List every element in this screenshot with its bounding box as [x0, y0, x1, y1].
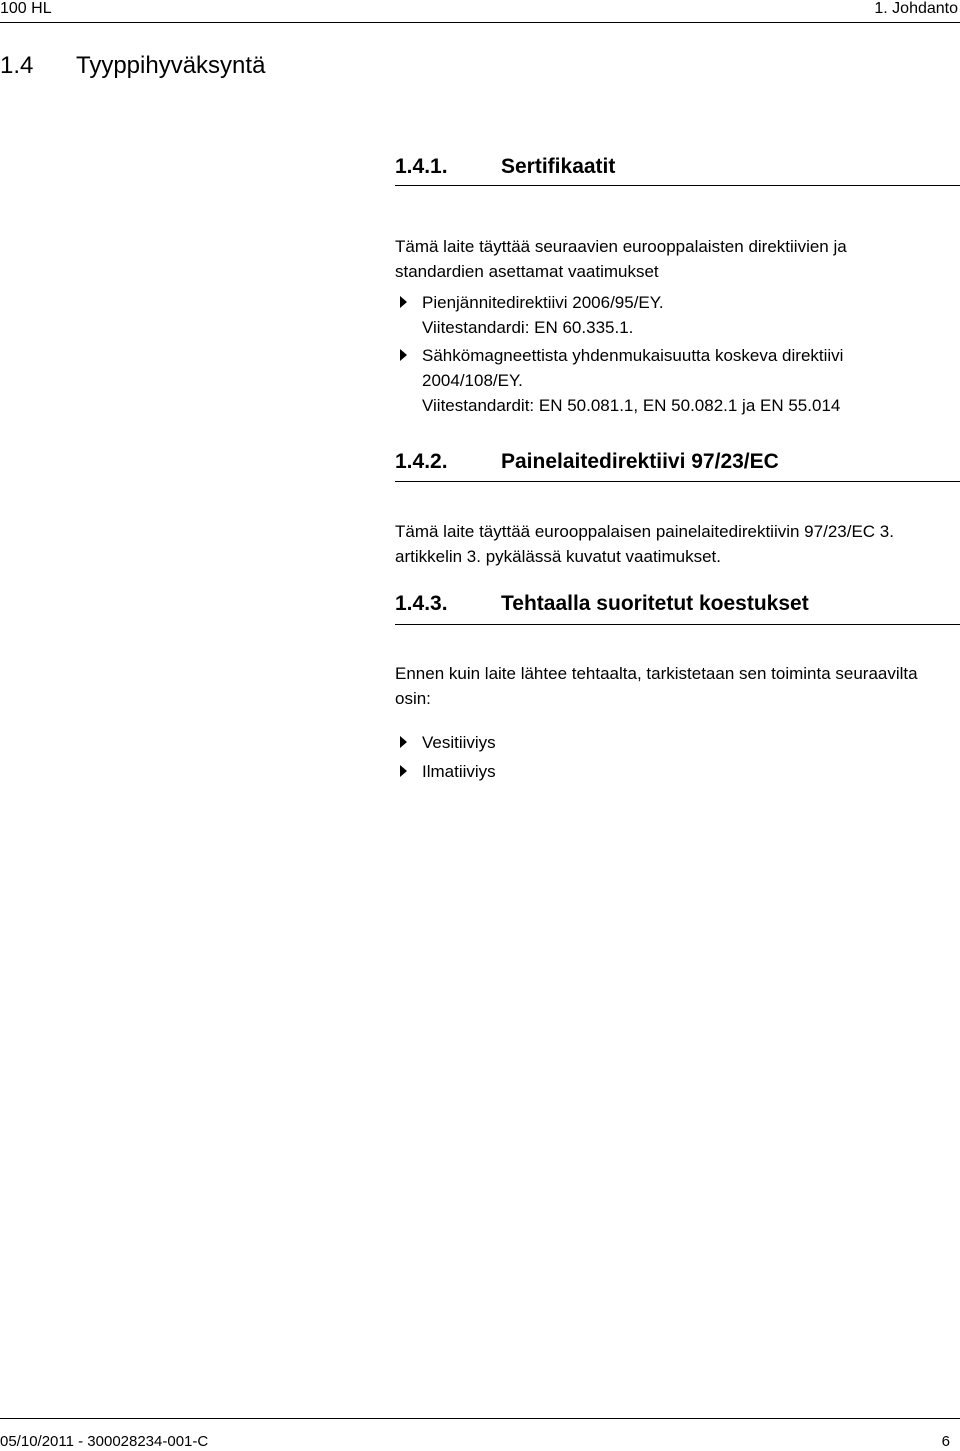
sub1-intro-line2: standardien asettamat vaatimukset: [395, 262, 659, 281]
bullet-arrow-icon: [400, 736, 407, 748]
footer-doc-ref: 05/10/2011 - 300028234-001-C: [0, 1433, 209, 1450]
section-title: Tyyppihyväksyntä: [76, 52, 266, 79]
footer-page-number: 6: [941, 1433, 950, 1450]
sub1-number: 1.4.1.: [395, 155, 448, 178]
header-rule: [0, 22, 960, 23]
sub2-title: Painelaitedirektiivi 97/23/EC: [501, 450, 779, 473]
sub1-bullet2-line2: 2004/108/EY.: [422, 371, 523, 390]
sub1-rule: [395, 185, 960, 186]
sub3-bullet2: Ilmatiiviys: [422, 762, 496, 781]
sub2-text-line2: artikkelin 3. pykälässä kuvatut vaatimukset.: [395, 547, 721, 566]
sub3-rule: [395, 624, 960, 625]
header-chapter: 1. Johdanto: [874, 0, 958, 17]
sub3-text-line2: osin:: [395, 689, 431, 708]
header-product: 100 HL: [0, 0, 52, 17]
sub1-bullet2-line3: Viitestandardit: EN 50.081.1, EN 50.082.1 ja EN 55.014: [422, 396, 841, 415]
sub3-text-line1: Ennen kuin laite lähtee tehtaalta, tarkistetaan sen toiminta seuraavilta: [395, 664, 918, 683]
sub1-bullet1-line1: Pienjännitedirektiivi 2006/95/EY.: [422, 293, 664, 312]
sub1-bullet2-line1: Sähkömagneettista yhdenmukaisuutta koskeva direktiivi: [422, 346, 844, 365]
sub2-number: 1.4.2.: [395, 450, 448, 473]
sub1-intro-line1: Tämä laite täyttää seuraavien eurooppalaisten direktiivien ja: [395, 237, 847, 256]
section-number: 1.4: [0, 52, 34, 79]
sub2-rule: [395, 481, 960, 482]
bullet-arrow-icon: [400, 765, 407, 777]
sub3-number: 1.4.3.: [395, 592, 448, 615]
sub1-bullet1-line2: Viitestandardi: EN 60.335.1.: [422, 318, 634, 337]
sub1-title: Sertifikaatit: [501, 155, 616, 178]
bullet-arrow-icon: [400, 296, 407, 308]
sub3-bullet1: Vesitiiviys: [422, 733, 496, 752]
sub3-title: Tehtaalla suoritetut koestukset: [501, 592, 809, 615]
footer-rule: [0, 1418, 960, 1419]
sub2-text-line1: Tämä laite täyttää eurooppalaisen painelaitedirektiivin 97/23/EC 3.: [395, 522, 894, 541]
bullet-arrow-icon: [400, 349, 407, 361]
